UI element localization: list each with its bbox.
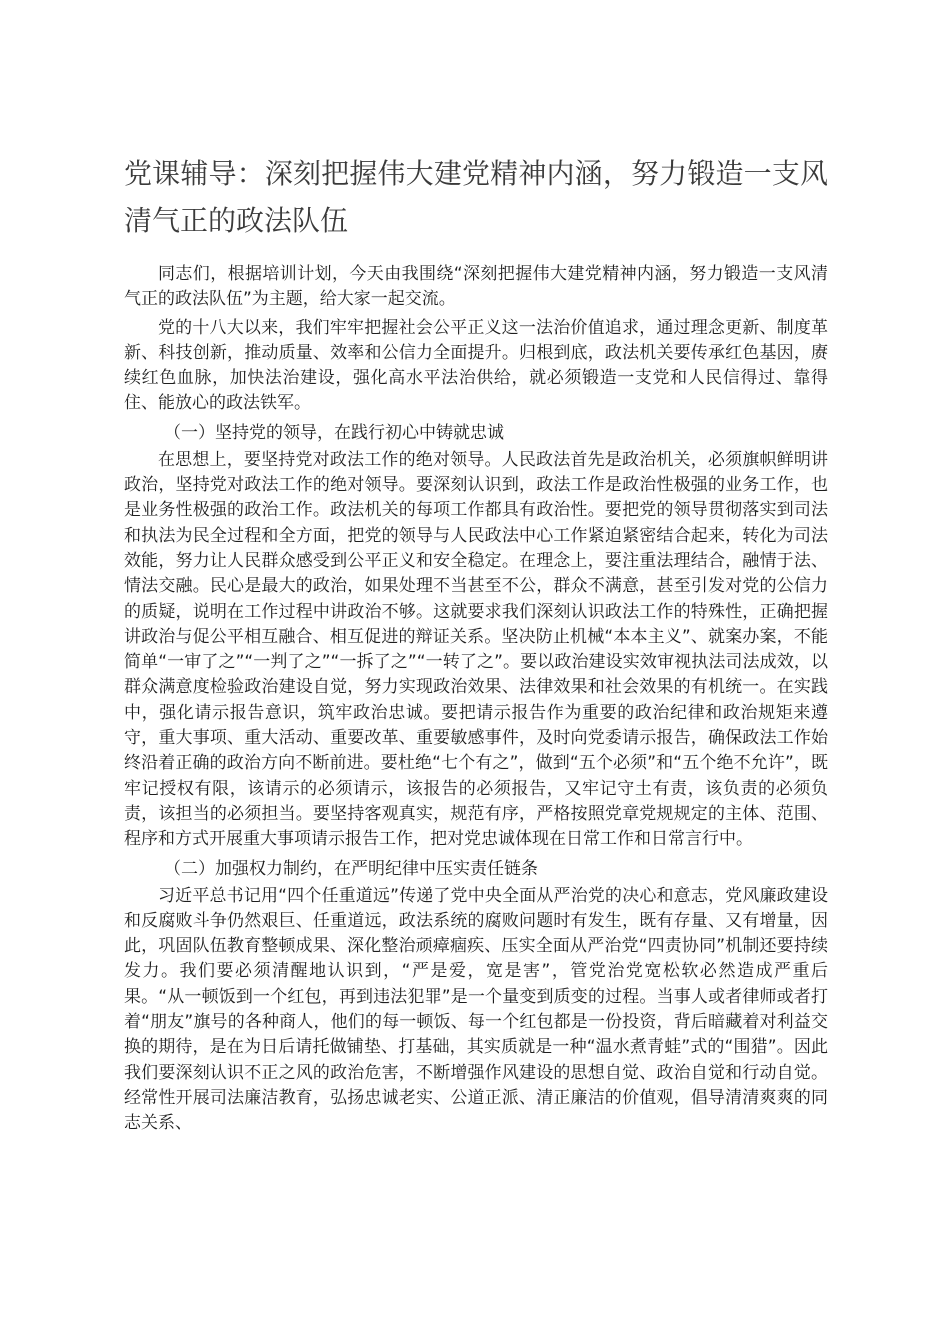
- section-body-1: 在思想上，要坚持党对政法工作的绝对领导。人民政法首先是政治机关，必须旗帜鲜明讲政治，坚持党对政法工作的绝对领导。要深刻认识到，政法工作是政治性极强的业务工作，也是业务性极强的政治工作。政法机关的每项工作都具有政治性。要把党的领导贯彻落实到司法和执法为民全过程和全方面，把党的领导与人民政法中心工作紧迫紧密结合起来，转化为司法效能，努力让人民群众感受到公平正义和安全稳定。在理念上，要注重法理结合，融情于法、情法交融。民心是最大的政治，如果处理不当甚至不公，群众不满意，甚至引发对党的公信力的质疑，说明在工作过程中讲政治不够。这就要求我们深刻认识政法工作的特殊性，正确把握讲政治与促公平相互融合、相互促进的辩证关系。坚决防止机械“本本主义”、就案办案，不能简单“一审了之”“一判了之”“一拆了之”“一转了之”。要以政治建设实效审视执法司法成效，以群众满意度检验政治建设自觉，努力实现政治效果、法律效果和社会效果的有机统一。在实践中，强化请示报告意识，筑牢政治忠诚。要把请示报告作为重要的政治纪律和政治规矩来遵守，重大事项、重大活动、重要改革、重要敏感事件，及时向党委请示报告，确保政法工作始终沿着正确的政治方向不断前进。要杜绝“七个有之”，做到“五个必须”和“五个绝不允许”，既牢记授权有限，该请示的必须请示，该报告的必须报告，又牢记守土有责，该负责的必须负责，该担当的必须担当。要坚持客观真实，规范有序，严格按照党章党规规定的主体、范围、程序和方式开展重大事项请示报告工作，把对党忠诚体现在日常工作和日常言行中。: [124, 449, 828, 850]
- section-heading-1: （一）坚持党的领导，在践行初心中铸就忠诚: [164, 422, 504, 443]
- section-heading-2: （二）加强权力制约，在严明纪律中压实责任链条: [164, 858, 538, 879]
- document-title: 党课辅导：深刻把握伟大建党精神内涵，努力锻造一支风清气正的政法队伍: [124, 157, 828, 237]
- intro-paragraph-1: 同志们，根据培训计划，今天由我围绕“深刻把握伟大建党精神内涵，努力锻造一支风清气正的政法队伍”为主题，给大家一起交流。: [124, 264, 828, 310]
- document-page: [124, 150, 828, 1137]
- intro-paragraph-2: 党的十八大以来，我们牢牢把握社会公平正义这一法治价值追求，通过理念更新、制度革新、科技创新，推动质量、效率和公信力全面提升。归根到底，政法机关要传承红色基因，赓续红色血脉，加快法治建设，强化高水平法治供给，就必须锻造一支党和人民信得过、靠得住、能放心的政法铁军。: [124, 317, 828, 414]
- section-body-2: 习近平总书记用“四个任重道远”传递了党中央全面从严治党的决心和意志，党风廉政建设和反腐败斗争仍然艰巨、任重道远，政法系统的腐败问题时有发生，既有存量、又有增量，因此，巩固队伍教育整顿成果、深化整治顽瘴痼疾、压实全面从严治党“四责协同”机制还要持续发力。我们要必须清醒地认识到，“严是爱，宽是害”，管党治党宽松软必然造成严重后果。“从一顿饭到一个红包，再到违法犯罪”是一个量变到质变的过程。当事人或者律师或者打着“朋友”旗号的各种商人，他们的每一顿饭、每一个红包都是一份投资，背后暗藏着对利益交换的期待，是在为日后请托做铺垫、打基础，其实质就是一种“温水煮青蛙”式的“围猎”。因此我们要深刻认识不正之风的政治危害，不断增强作风建设的思想自觉、政治自觉和行动自觉。经常性开展司法廉洁教育，弘扬忠诚老实、公道正派、清正廉洁的价值观，倡导清清爽爽的同志关系、: [124, 885, 828, 1134]
